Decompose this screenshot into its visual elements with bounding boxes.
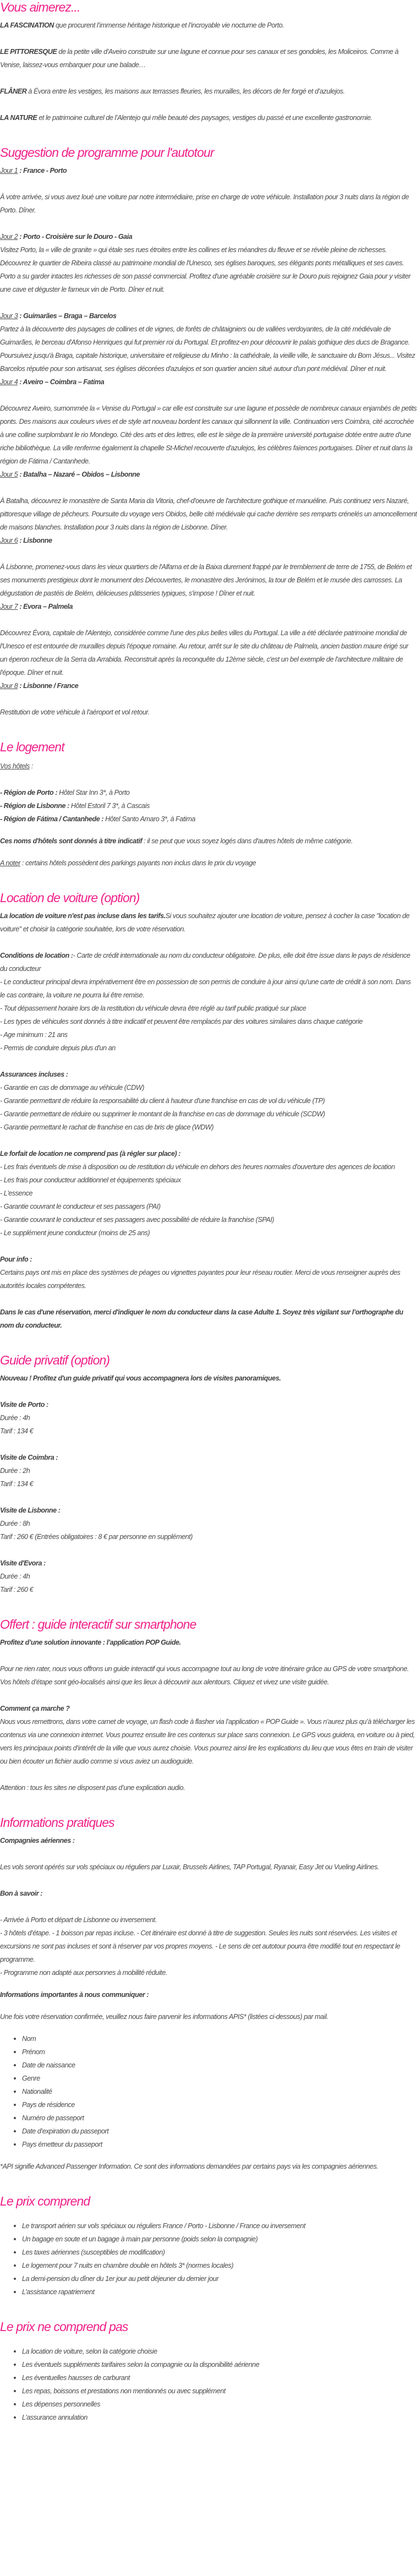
- hotels-disclaimer-bold: Ces noms d'hôtels sont donnés à titre indicatif: [0, 837, 142, 845]
- excluded-label-text: Le forfait de location ne comprend pas (à régler sur place) :: [0, 1150, 181, 1158]
- how-text: Nous vous remettrons, dans votre carnet de voyage, un flash code à flasher via l’application « POP Guide ». Vous n’aurez plus qu’à télécharger les contenus via une connexion internet. Vous pourrez ensuite lire ces contenus sur place sans connexion. Le GPS vous guidera, en voiture ou à pied, vers les principaux points d’intérêt de la ville que vous aurez choisie. Vous pourrez ainsi lire les explications du lieu que vous êtes en train de visiter ou bien écouter un fichier audio comme si vous aviez un audioguide.: [0, 1718, 415, 1765]
- day-route: : Batalha – Nazaré – Obidos – Lisbonne: [18, 471, 140, 478]
- hotels-heading: [0, 760, 417, 773]
- day-label: Jour 5: [0, 471, 18, 478]
- visit-price: Tarif : 134 €: [0, 1427, 34, 1435]
- day-heading: [0, 600, 417, 613]
- section-infos-pratiques: [0, 1814, 417, 2173]
- visit-name-text: Visite d'Evora :: [0, 1559, 46, 1567]
- airlines-label-text: Compagnies aériennes :: [0, 1837, 75, 1844]
- apis-item: Prénom: [22, 2045, 417, 2059]
- important-text: Une fois votre réservation confirmée, veuillez nous faire parvenir les informations APIS* (listées ci-dessous) par mail.: [0, 2013, 328, 2021]
- includes-item: La demi-pension du dîner du 1er jour au petit déjeuner du dernier jour: [22, 2272, 417, 2285]
- hotels-note-label: A noter: [0, 859, 20, 867]
- visit-price: Tarif : 260 €: [0, 1586, 34, 1593]
- intro-item-lead: FLÂNER: [0, 88, 27, 95]
- api-note: *API signifie Advanced Passenger Information. Ce sont des informations demandées par certains pays via les compagnies aériennes.: [0, 2163, 378, 2170]
- section-title-logement: Le logement: [0, 740, 64, 754]
- visit-price: Tarif : 134 €: [0, 1480, 34, 1488]
- intro-item-text: et le patrimoine culturel de l’Alentejo qui mêle beauté des paysages, vestiges du passé et une excellente gastronomie.: [37, 114, 372, 122]
- day-label: Jour 1: [0, 167, 18, 174]
- hotel-name: Hôtel Estoril 7 3*, à Cascais: [69, 802, 150, 810]
- location-intro-text: Si vous souhaitez ajouter une location de voiture, pensez à cocher la case "location de voiture" et choisir la catégorie souhaitée, lors de votre réservation.: [0, 912, 410, 933]
- day-heading: [0, 230, 417, 243]
- intro-item: [0, 19, 417, 32]
- section-prix-ne-comprend-pas: [0, 2318, 417, 2424]
- excluded-label: [0, 1147, 417, 1160]
- insurance-item: - Garantie permettant de réduire ou supprimer le montant de la franchise en cas de dommage du véhicule (SCDW): [0, 1110, 325, 1118]
- visit-duration: Durée : 2h: [0, 1467, 30, 1475]
- day-route: : Lisbonne / France: [18, 682, 79, 690]
- hotel-item: [0, 786, 417, 799]
- day-label: Jour 8: [0, 682, 18, 690]
- excluded-item: - Les frais éventuels de mise à disposition ou de restitution du véhicule en dehors des heures normales d'ouverture des agences de location: [0, 1163, 395, 1171]
- section-title-infos: Informations pratiques: [0, 1815, 114, 1830]
- includes-item: Le logement pour 7 nuits en chambre double en hôtels 3* (normes locales): [22, 2259, 417, 2272]
- hotel-item: [0, 812, 417, 826]
- hotels-note-text: : certains hôtels possèdent des parkings payants non inclus dans le prix du voyage: [20, 859, 256, 867]
- how-label-text: Comment ça marche ?: [0, 1705, 70, 1712]
- day-heading: [0, 679, 417, 692]
- day-text: Restitution de votre véhicule à l'aéroport et vol retour.: [0, 708, 150, 716]
- condition-item: - Tout dépassement horaire lors de la restitution du véhicule devra être réglé au tarif public pratiqué sur place: [0, 1005, 306, 1012]
- section-guide-privatif: [0, 1352, 417, 1596]
- intro-item: [0, 45, 417, 72]
- excluded-item: - Le supplément jeune conducteur (moins de 25 ans): [0, 1229, 150, 1237]
- info-label: [0, 1253, 417, 1266]
- section-programme: [0, 144, 417, 719]
- section-title-includes: Le prix comprend: [0, 2194, 90, 2208]
- includes-item: L’assistance rapatriement: [22, 2285, 417, 2299]
- day-heading: [0, 375, 417, 389]
- insurance-label-text: Assurances incluses :: [0, 1071, 68, 1078]
- condition-item: - Permis de conduire depuis plus d'un an: [0, 1044, 116, 1052]
- attention-text: Attention : tous les sites ne disposent pas d’une explication audio.: [0, 1784, 185, 1792]
- day-label: Jour 3: [0, 312, 18, 320]
- intro-item-text: de la petite ville d’Aveiro construite sur une lagune et connue pour ses canaux et ses gondoles, les Moliceiros. Comme à Venise, laissez-vous embarquer pour une balade…: [0, 48, 399, 69]
- hotels-disclaimer: [0, 834, 417, 848]
- location-intro: [0, 909, 417, 936]
- day-heading: [0, 309, 417, 323]
- section-location-voiture: [0, 889, 417, 1332]
- smartphone-intro-text: Profitez d’une solution innovante : l’application POP Guide.: [0, 1639, 181, 1646]
- hotel-item: [0, 799, 417, 812]
- excluded-item: - Garantie couvrant le conducteur et ses passagers avec possibilité de réduire la franchise (SPAI): [0, 1216, 275, 1224]
- day-route: : Lisbonne: [18, 537, 52, 544]
- important-label: [0, 1988, 417, 2001]
- excluded-item: - L'essence: [0, 1189, 33, 1197]
- section-vous-aimerez: [0, 0, 417, 124]
- conditions-first: [0, 949, 417, 975]
- section-logement: [0, 739, 417, 870]
- day-route: : France - Porto: [18, 167, 67, 174]
- airlines-label: [0, 1834, 417, 1847]
- condition-item: - Carte de crédit internationale au nom du conducteur obligatoire. De plus, elle doit être issue dans le pays de résidence du conducteur: [0, 952, 410, 973]
- apis-item: Numéro de passeport: [22, 2111, 417, 2125]
- section-title-excludes: Le prix ne comprend pas: [0, 2320, 128, 2334]
- guide-intro-text: Nouveau ! Profitez d'un guide privatif qui vous accompagnera lors de visites panoramiques.: [0, 1374, 281, 1382]
- hotels-label: Vos hôtels: [0, 762, 30, 770]
- insurance-item: - Garantie en cas de dommage au véhicule (CDW): [0, 1084, 145, 1091]
- excludes-item: Les repas, boissons et prestations non mentionnés ou avec supplément: [22, 2384, 417, 2398]
- day-route: : Aveiro – Coimbra – Fatima: [18, 378, 105, 386]
- apis-item: Genre: [22, 2072, 417, 2085]
- excluded-item: - Les frais pour conducteur additionnel et équipements spéciaux: [0, 1176, 181, 1184]
- day-route: : Evora – Palmela: [18, 603, 73, 610]
- guide-intro: [0, 1372, 417, 1385]
- hotels-label-suffix: :: [29, 762, 33, 770]
- excludes-item: Les dépenses personnelles: [22, 2398, 417, 2411]
- condition-item: - Le conducteur principal devra impérativement être en possession de son permis de conduire à jour ainsi qu'une carte de crédit à son nom. Dans le cas contraire, la voiture ne pourra lui être remise.: [0, 978, 411, 999]
- info-text: Certains pays ont mis en place des systèmes de péages ou vignettes payantes pour leur réseau routier. Merci de vous renseigner auprès des autorités locales compétentes.: [0, 1269, 400, 1290]
- section-prix-comprend: [0, 2193, 417, 2299]
- apis-item: Nationalité: [22, 2085, 417, 2098]
- day-route: : Guimarães – Braga – Barcelos: [18, 312, 117, 320]
- excludes-item: La location de voiture, selon la catégorie choisie: [22, 2345, 417, 2358]
- excludes-item: Les éventuelles hausses de carburant: [22, 2371, 417, 2384]
- visit-name-text: Visite de Coimbra :: [0, 1454, 58, 1461]
- visit-name: [0, 1398, 417, 1411]
- apis-item: Pays de résidence: [22, 2098, 417, 2111]
- insurance-item: - Garantie permettant le rachat de franchise en cas de bris de glace (WDW): [0, 1123, 214, 1131]
- smartphone-text: Pour ne rien rater, nous vous offrons un guide interactif qui vous accompagne tout au long de votre itinéraire grâce au GPS de votre smartphone. Vos hôtels d’étape sont géo-localisés ainsi que les lieux à découvrir aux alentours. Cliquez et vivez une visite guidée.: [0, 1665, 409, 1686]
- visit-name-text: Visite de Lisbonne :: [0, 1507, 61, 1514]
- visit-price: Tarif : 260 € (Entrées obligatoires : 8 € par personne en supplément): [0, 1533, 193, 1541]
- day-text: À Batalha, découvrez le monastère de Santa Maria da Vitoria, chef-d'oeuvre de l'architecture gothique et manuéline. Puis continuez vers Nazaré, pittoresque village de pêcheurs. Poursuite du voyage vers Obidos, belle cité médiévale qui cache derrière ses remparts crénelés un amoncellement de maisons blanches. Installation pour 3 nuits dans la région de Lisbonne. Dîner.: [0, 497, 417, 531]
- day-heading: [0, 534, 417, 547]
- day-text: Découvrez Aveiro, surnommée la « Venise du Portugal » car elle est construite sur une lagune et possède de nombreux canaux enjambés de petits ponts. Des maisons aux couleurs vives et de style art nouveau bordent les canaux qui sillonnent la ville. Continuation vers Coimbra, cité accrochée à une colline surplombant le rio Mondego. Cité des arts et des lettres, elle est le siège de la première université portugaise dotée entre autre d'une riche bibliothèque. La ville renferme également la chapelle St-Michel recouverte d'azulejos, les célèbres faïences portugaises. Dîner et nuit dans la région de Fátima / Cantanhede.: [0, 405, 417, 465]
- visit-duration: Durée : 4h: [0, 1414, 30, 1422]
- day-text: Partez à la découverte des paysages de collines et de vignes, de forêts de châtaigniers ou de vallées verdoyantes, de la cité médiévale de Guimarães, le berceau d'Afonso Henriques qui fut premier roi du Portugal. Et profitez-en pour découvrir le palais gothique des ducs de Bragance. Poursuivez jusqu'à Braga, capitale historique, universitaire et religieuse du Minho : la cathédrale, la vieille ville, le sanctuaire du Bom Jésus... Visitez Barcelos réputée pour son artisanat, ses églises décorées d'azulejos et son quartier ancien situé autour d'un pont médiéval. Dîner et nuit.: [0, 325, 415, 373]
- intro-item: [0, 85, 417, 98]
- how-label: [0, 1702, 417, 1715]
- excluded-item: - Garantie couvrant le conducteur et ses passagers (PAI): [0, 1203, 161, 1210]
- driver-warning-text: Dans le cas d'une réservation, merci d'indiquer le nom du conducteur dans la case Adulte 1. Soyez très vigilant sur l’orthographe du nom du conducteur.: [0, 1308, 403, 1329]
- apis-list: [0, 2032, 417, 2151]
- excludes-list: [0, 2345, 417, 2424]
- driver-warning: [0, 1306, 417, 1332]
- day-heading: [0, 468, 417, 481]
- apis-item: Date d’expiration du passeport: [22, 2125, 417, 2138]
- hotel-region: - Région de Fátima / Cantanhede :: [0, 815, 104, 823]
- day-route: : Porto - Croisière sur le Douro - Gaia: [18, 233, 133, 241]
- hotel-region: - Région de Lisbonne :: [0, 802, 69, 810]
- good-item: - 3 hôtels d’étape. - 1 boisson par repas incluse. - Cet itinéraire est donné à titre de suggestion. Seules les nuits sont réservées. Les visites et excursions ne sont pas incluses et sont à réserver par vos propres moyens. - Le sens de cet autotour pourra être modifié tout en respectant le programme.: [0, 1929, 400, 1963]
- intro-item-lead: LA NATURE: [0, 114, 37, 122]
- day-label: Jour 4: [0, 378, 18, 386]
- airlines-text: Les vols seront opérés sur vols spéciaux ou réguliers par Luxair, Brussels Airlines, TAP Portugal, Ryanair, Easy Jet ou Vueling Airlines.: [0, 1863, 379, 1871]
- day-text: À votre arrivée, si vous avez loué une voiture par notre intermédiaire, prise en charge de votre véhicule. Installation pour 3 nuits dans la région de Porto. Dîner.: [0, 193, 409, 214]
- conditions-label: Conditions de location :: [0, 952, 73, 959]
- hotel-name: Hôtel Santo Amaro 3*, à Fatima: [103, 815, 195, 823]
- hotel-region: - Région de Porto :: [0, 789, 58, 796]
- hotel-name: Hôtel Star Inn 3*, à Porto: [57, 789, 130, 796]
- apis-item: Pays émetteur du passeport: [22, 2138, 417, 2151]
- intro-item-text: que procurent l’immense héritage historique et l’incroyable vie nocturne de Porto.: [53, 21, 284, 29]
- apis-item: Date de naissance: [22, 2059, 417, 2072]
- important-label-text: Informations importantes à nous communiquer :: [0, 1991, 149, 1999]
- includes-list: [0, 2219, 417, 2299]
- section-guide-smartphone: [0, 1616, 417, 1794]
- day-text: À Lisbonne, promenez-vous dans les vieux quartiers de l'Alfama et de la Baixa durement frappé par le tremblement de terre de 1755, de Belém et ses monuments prestigieux dont le monument des Découvertes, le monastère des Jerónimos, la tour de Belém et le musée des carrosses. La dégustation de pastéis de Belém, délicieuses pâtisseries typiques, s'impose ! Dîner et nuit.: [0, 563, 412, 597]
- visit-name: [0, 1451, 417, 1464]
- excludes-item: Les éventuels suppléments tarifaires selon la compagnie ou la disponibilité aérienne: [22, 2358, 417, 2371]
- intro-item-lead: LE PITTORESQUE: [0, 48, 57, 56]
- good-item: - Arrivée à Porto et départ de Lisbonne ou inversement.: [0, 1916, 157, 1924]
- good-item: - Programme non adapté aux personnes à mobilité réduite.: [0, 1969, 167, 1977]
- hotels-disclaimer-text: : il se peut que vous soyez logés dans d'autres hôtels de même catégorie.: [142, 837, 353, 845]
- intro-item-text: à Évora entre les vestiges, les maisons aux terrasses fleuries, les murailles, les décors de fer forgé et d’azulejos.: [26, 88, 345, 95]
- smartphone-intro: [0, 1636, 417, 1649]
- day-label: Jour 7: [0, 603, 18, 610]
- insurance-label: [0, 1068, 417, 1081]
- insurance-item: - Garantie permettant de réduire la responsabilité du client à hauteur d'une franchise en cas de vol du véhicule (TP): [0, 1097, 325, 1105]
- day-label: Jour 6: [0, 537, 18, 544]
- visit-duration: Durée : 4h: [0, 1573, 30, 1580]
- condition-item: - Age minimum : 21 ans: [0, 1031, 68, 1039]
- apis-item: Nom: [22, 2032, 417, 2045]
- section-title-vous-aimerez: Vous aimerez...: [0, 0, 80, 14]
- section-title-guide: Guide privatif (option): [0, 1353, 110, 1367]
- day-heading: [0, 164, 417, 177]
- hotels-note: [0, 856, 417, 870]
- visit-name: [0, 1504, 417, 1517]
- includes-item: Un bagage en soute et un bagage à main par personne (poids selon la compagnie): [22, 2233, 417, 2246]
- good-label: [0, 1887, 417, 1900]
- day-label: Jour 2: [0, 233, 18, 241]
- condition-item: - Les types de véhicules sont donnés à titre indicatif et peuvent être remplacés par des voitures similaires dans chaque catégorie: [0, 1018, 363, 1025]
- intro-item-lead: LA FASCINATION: [0, 21, 54, 29]
- location-intro-bold: La location de voiture n'est pas incluse dans les tarifs.: [0, 912, 166, 920]
- section-title-smartphone: Offert : guide interactif sur smartphone: [0, 1617, 196, 1631]
- day-text: Découvrez Évora, capitale de l'Alentejo, considérée comme l'une des plus belles villes du Portugal. La ville a été déclarée patrimoine mondial de l'Unesco et est entourée de murailles depuis l'époque romaine. Au retour, arrêt sur le site du château de Palmela, ancien bastion maure érigé sur un éperon rocheux de la Serra da Arrabida. Reconstruit après la reconquête du 12ème siècle, c'est un bel exemple de l'architecture militaire de l'époque. Dîner et nuit.: [0, 629, 409, 676]
- includes-item: Le transport aérien sur vols spéciaux ou réguliers France / Porto - Lisbonne / France ou inversement: [22, 2219, 417, 2233]
- day-text: Visitez Porto, la « ville de granite » qui étale ses rues étroites entre les collines et les méandres du fleuve et se révèle pleine de richesses. Découvrez le quartier de Ribeira classé au patrimoine mondial de l'Unesco, ses églises baroques, ses élégants ponts métalliques et ses caves. Porto a su garder intactes les richesses de son passé commercial. Profitez d'une agréable croisière sur le Douro puis rejoignez Gaia pour y visiter une cave et déguster le fameux vin de Porto. Dîner et nuit.: [0, 246, 411, 293]
- info-label-text: Pour info :: [0, 1256, 32, 1263]
- good-label-text: Bon à savoir :: [0, 1890, 42, 1897]
- visit-name-text: Visite de Porto :: [0, 1401, 48, 1409]
- visit-duration: Durée : 8h: [0, 1520, 30, 1527]
- includes-item: Les taxes aériennes (susceptibles de modification): [22, 2246, 417, 2259]
- intro-item: [0, 111, 417, 124]
- visit-name: [0, 1557, 417, 1570]
- section-title-location: Location de voiture (option): [0, 891, 140, 905]
- excludes-item: L’assurance annulation: [22, 2411, 417, 2424]
- section-title-programme: Suggestion de programme pour l'autotour: [0, 145, 214, 160]
